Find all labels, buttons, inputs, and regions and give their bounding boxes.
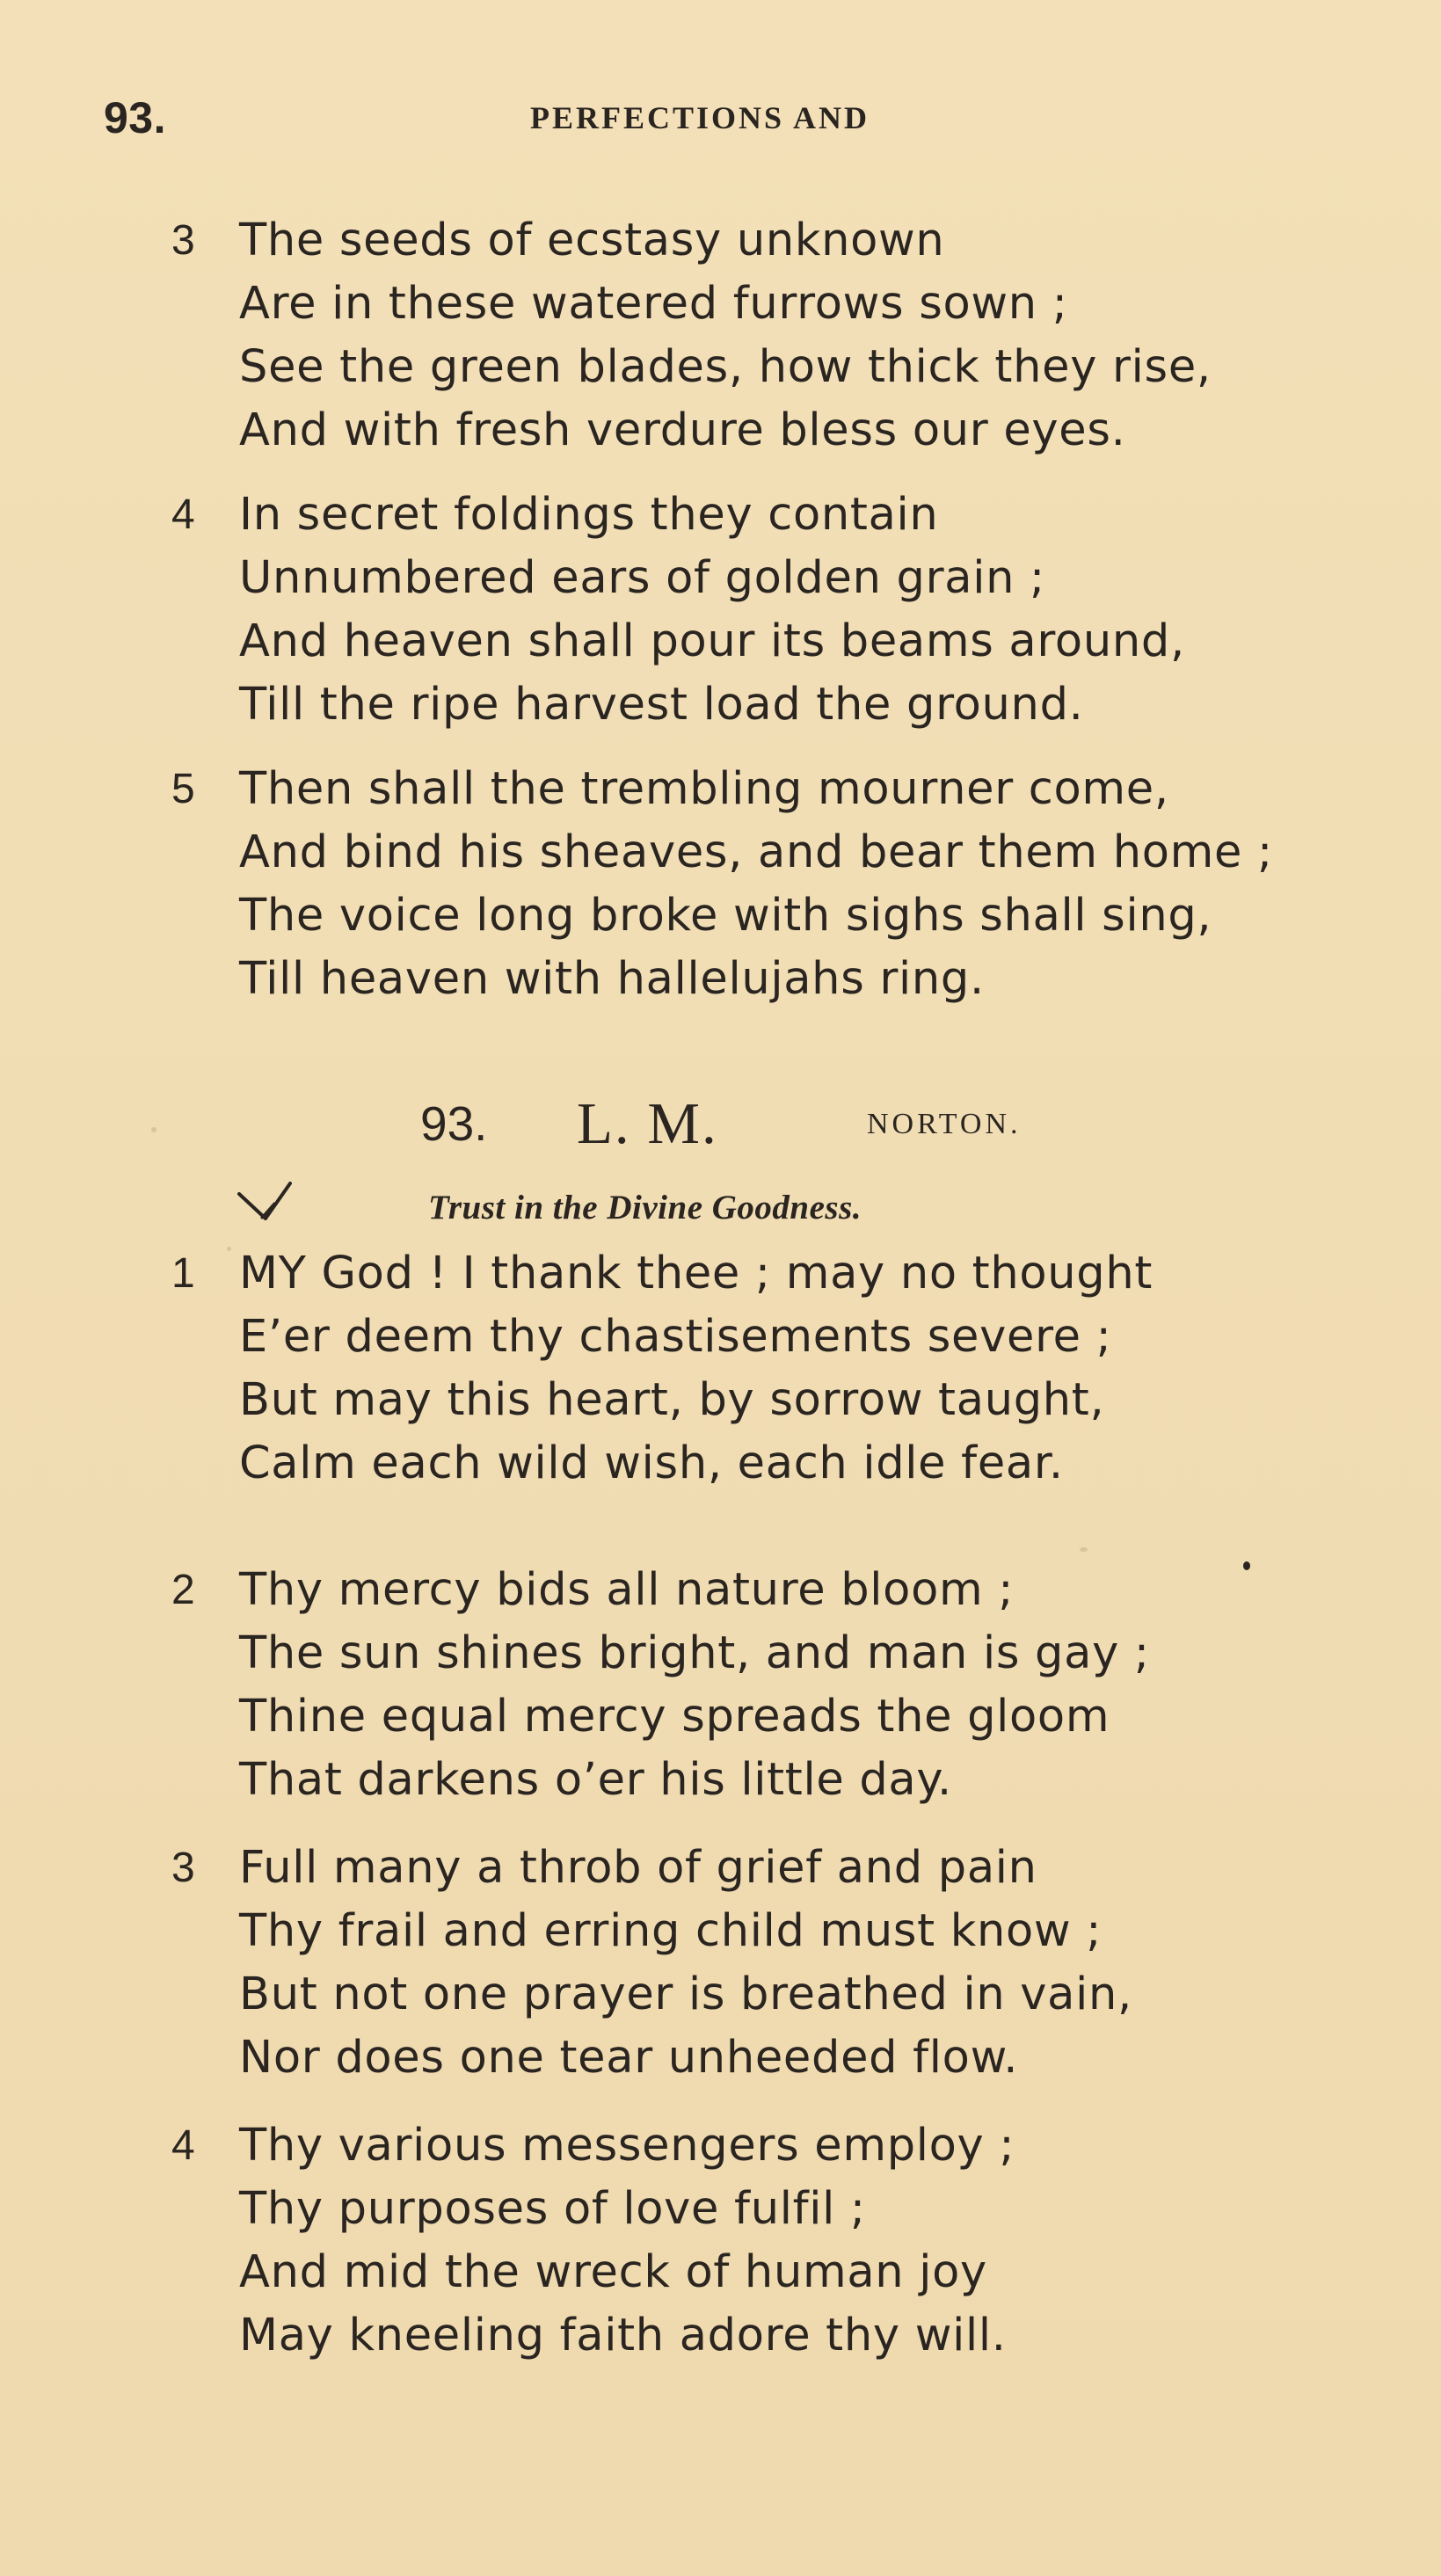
verse-line: The seeds of ecstasy unknown: [239, 215, 945, 266]
verse-line: The voice long broke with sighs shall sing,: [239, 890, 1212, 942]
page-number: 93.: [104, 93, 167, 142]
hymn-heading: [0, 1090, 1441, 1169]
verse-line: Full many a throb of grief and pain: [239, 1842, 1037, 1894]
verse-line: See the green blades, how thick they rise,: [239, 341, 1212, 393]
paper-spot: [151, 1127, 156, 1132]
verse-line: Unnumbered ears of golden grain ;: [239, 552, 1045, 604]
stanza-number: 2: [171, 1567, 195, 1613]
verse-line: But may this heart, by sorrow taught,: [239, 1374, 1105, 1426]
stanza-number: 4: [171, 491, 195, 538]
verse-line: Are in these watered furrows sown ;: [239, 278, 1068, 330]
verse-line: Till the ripe harvest load the ground.: [239, 679, 1084, 731]
verse-line: Thy various messengers employ ;: [239, 2120, 1015, 2172]
verse-line: And bind his sheaves, and bear them home ;: [239, 826, 1273, 878]
verse-line: Then shall the trembling mourner come,: [239, 763, 1169, 815]
verse-line: E’er deem thy chastisements severe ;: [239, 1311, 1112, 1363]
verse-line: Till heaven with hallelujahs ring.: [239, 953, 985, 1005]
verse-line: The sun shines bright, and man is gay ;: [239, 1627, 1150, 1679]
verse-line: Nor does one tear unheeded flow.: [239, 2032, 1019, 2084]
stanza-number: 3: [171, 217, 195, 264]
paper-spot: [227, 1247, 231, 1251]
verse-line: May kneeling faith adore thy will.: [239, 2310, 1007, 2361]
verse-line: And mid the wreck of human joy: [239, 2246, 987, 2298]
verse-line: Thy purposes of love fulfil ;: [239, 2183, 866, 2235]
verse-line: MY God ! I thank thee ; may no thought: [239, 1248, 1154, 1299]
hymn-subtitle: Trust in the Divine Goodness.: [428, 1189, 862, 1226]
stanza-number: 1: [171, 1250, 195, 1297]
verse-line: Calm each wild wish, each idle fear.: [239, 1437, 1064, 1489]
stanza-number: 3: [171, 1845, 195, 1891]
hymn-meter: L. M.: [577, 1091, 718, 1156]
stanza-number: 4: [171, 2122, 195, 2169]
verse-line: And heaven shall pour its beams around,: [239, 615, 1185, 667]
verse-line: And with fresh verdure bless our eyes.: [239, 404, 1126, 456]
verse-line: Thine equal mercy spreads the gloom: [239, 1691, 1110, 1743]
verse-line: That darkens o’er his little day.: [239, 1754, 952, 1806]
verse-line: But not one prayer is breathed in vain,: [239, 1968, 1132, 2020]
page-header: [104, 91, 1387, 144]
hymn-number: 93.: [420, 1096, 488, 1151]
ink-speck: [1243, 1561, 1250, 1570]
tune-name: NORTON.: [867, 1108, 1022, 1140]
pencil-check-mark-icon: [236, 1176, 310, 1227]
verse-line: Thy mercy bids all nature bloom ;: [239, 1564, 1015, 1616]
running-head: PERFECTIONS AND: [530, 100, 870, 135]
verse-line: Thy frail and erring child must know ;: [239, 1905, 1103, 1957]
paper-spot: [1080, 1547, 1088, 1552]
stanza-number: 5: [171, 766, 195, 812]
verse-line: In secret foldings they contain: [239, 489, 939, 541]
